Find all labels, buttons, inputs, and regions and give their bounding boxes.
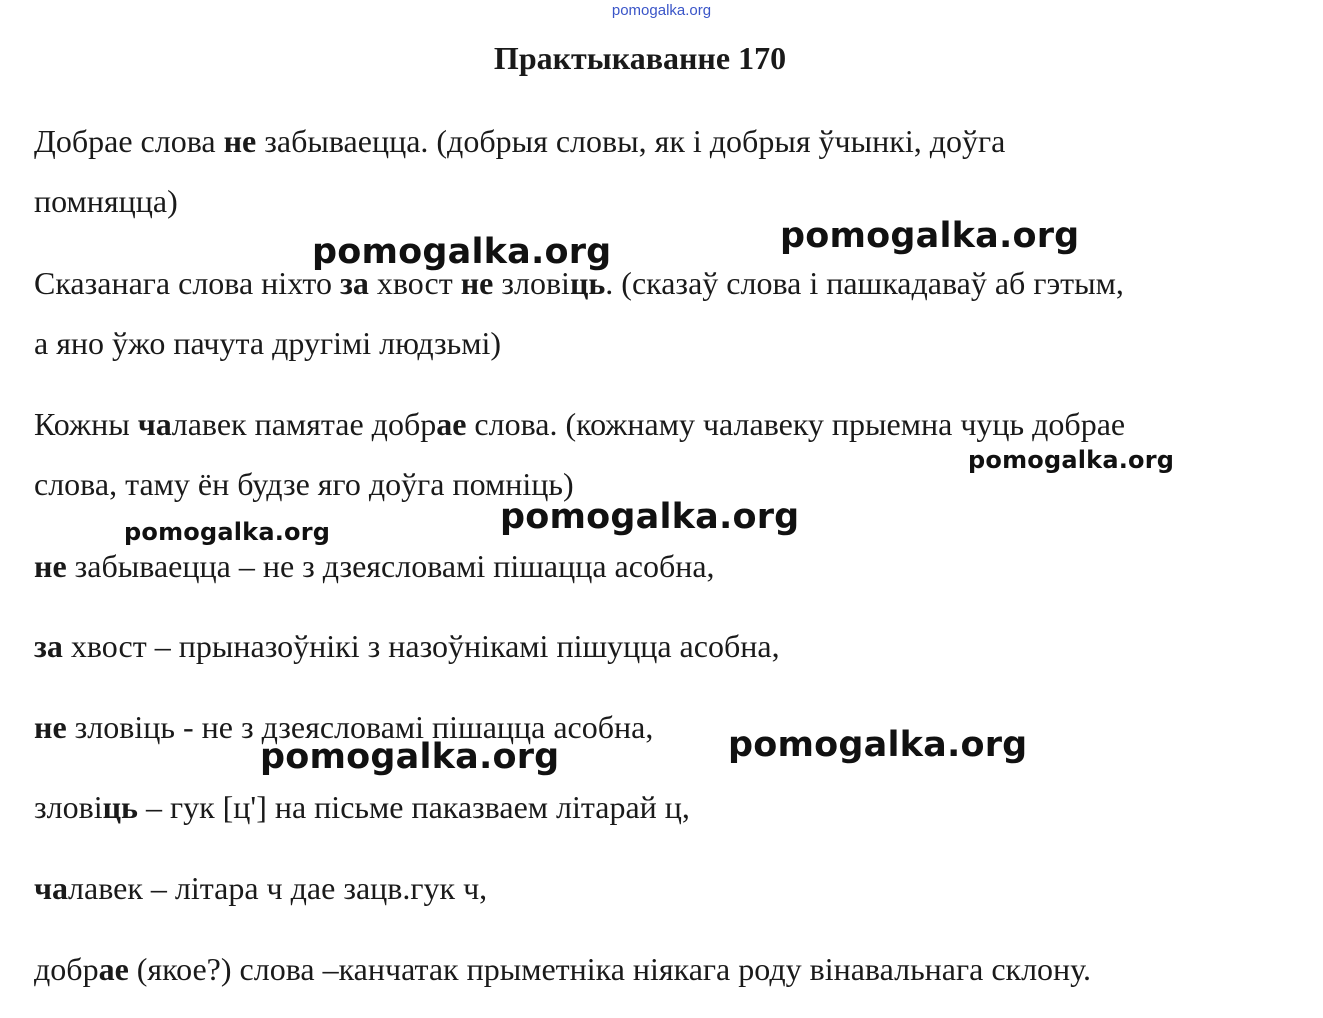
paragraph-3-line-1 xyxy=(34,406,1125,443)
text-span: лавек памятае добр xyxy=(171,406,437,442)
bold-span: ае xyxy=(98,951,129,987)
text-span: забываецца. (добрыя словы, як і добрыя ўчынкі, доўга xyxy=(256,123,1006,159)
watermark-1: pomogalka.org xyxy=(312,232,612,272)
text-span: хвост xyxy=(368,265,461,301)
watermark-top: pomogalka.org xyxy=(611,2,712,19)
note-1 xyxy=(34,548,715,585)
text-span: лавек – літара ч дае зацв.гук ч, xyxy=(68,870,488,906)
paragraph-2-line-2: а яно ўжо пачута другімі людзьмі) xyxy=(34,325,502,361)
text-span: слова. (кожнаму чалавеку прыемна чуць добрае xyxy=(466,406,1126,442)
paragraph-1-line-2: помняцца) xyxy=(34,183,178,219)
text-span: хвост – прыназоўнікі з назоўнікамі пішуцца асобна, xyxy=(62,628,780,664)
watermark-6: pomogalka.org xyxy=(260,737,560,777)
note-5 xyxy=(34,870,487,907)
bold-span: не xyxy=(460,265,494,301)
paragraph-3-line-2: слова, таму ён будзе яго доўга помніць) xyxy=(34,466,574,502)
note-6 xyxy=(34,951,1091,988)
bold-span: ча xyxy=(34,870,69,906)
text-span: добр xyxy=(34,951,99,987)
bold-span: за xyxy=(34,628,63,664)
bold-span: ць xyxy=(102,789,138,825)
bold-span: ча xyxy=(137,406,172,442)
text-span: зловіць - не з дзеясловамі пішацца асобна, xyxy=(66,709,654,745)
text-span: Кожны xyxy=(34,406,138,442)
watermark-4: pomogalka.org xyxy=(500,497,800,537)
paragraph-1-line-1 xyxy=(34,123,1005,160)
bold-span: за xyxy=(339,265,369,301)
text-span: Сказанага слова ніхто xyxy=(34,265,340,301)
note-2 xyxy=(34,628,780,665)
text-span: Добрае слова xyxy=(34,123,224,159)
watermark-5: pomogalka.org xyxy=(124,518,331,546)
note-4 xyxy=(34,789,690,826)
bold-span: ае xyxy=(436,406,467,442)
text-span: злові xyxy=(493,265,570,301)
watermark-7: pomogalka.org xyxy=(728,725,1028,765)
bold-span: не xyxy=(223,123,257,159)
bold-span: ць xyxy=(569,265,606,301)
text-span: . (сказаў слова і пашкадаваў аб гэтым, xyxy=(605,265,1124,301)
text-span: – гук [ц'] на пісьме паказваем літарай ц, xyxy=(137,789,690,825)
watermark-3: pomogalka.org xyxy=(968,446,1175,474)
page-title: Практыкаванне 170 xyxy=(493,40,787,76)
watermark-2: pomogalka.org xyxy=(780,216,1080,256)
bold-span: не xyxy=(34,548,67,584)
text-span: (якое?) слова –канчатак прыметніка ніякага роду вінавальнага склону. xyxy=(128,951,1091,987)
text-span: забываецца – не з дзеясловамі пішацца асобна, xyxy=(66,548,715,584)
text-span: злові xyxy=(34,789,103,825)
bold-span: не xyxy=(34,709,67,745)
